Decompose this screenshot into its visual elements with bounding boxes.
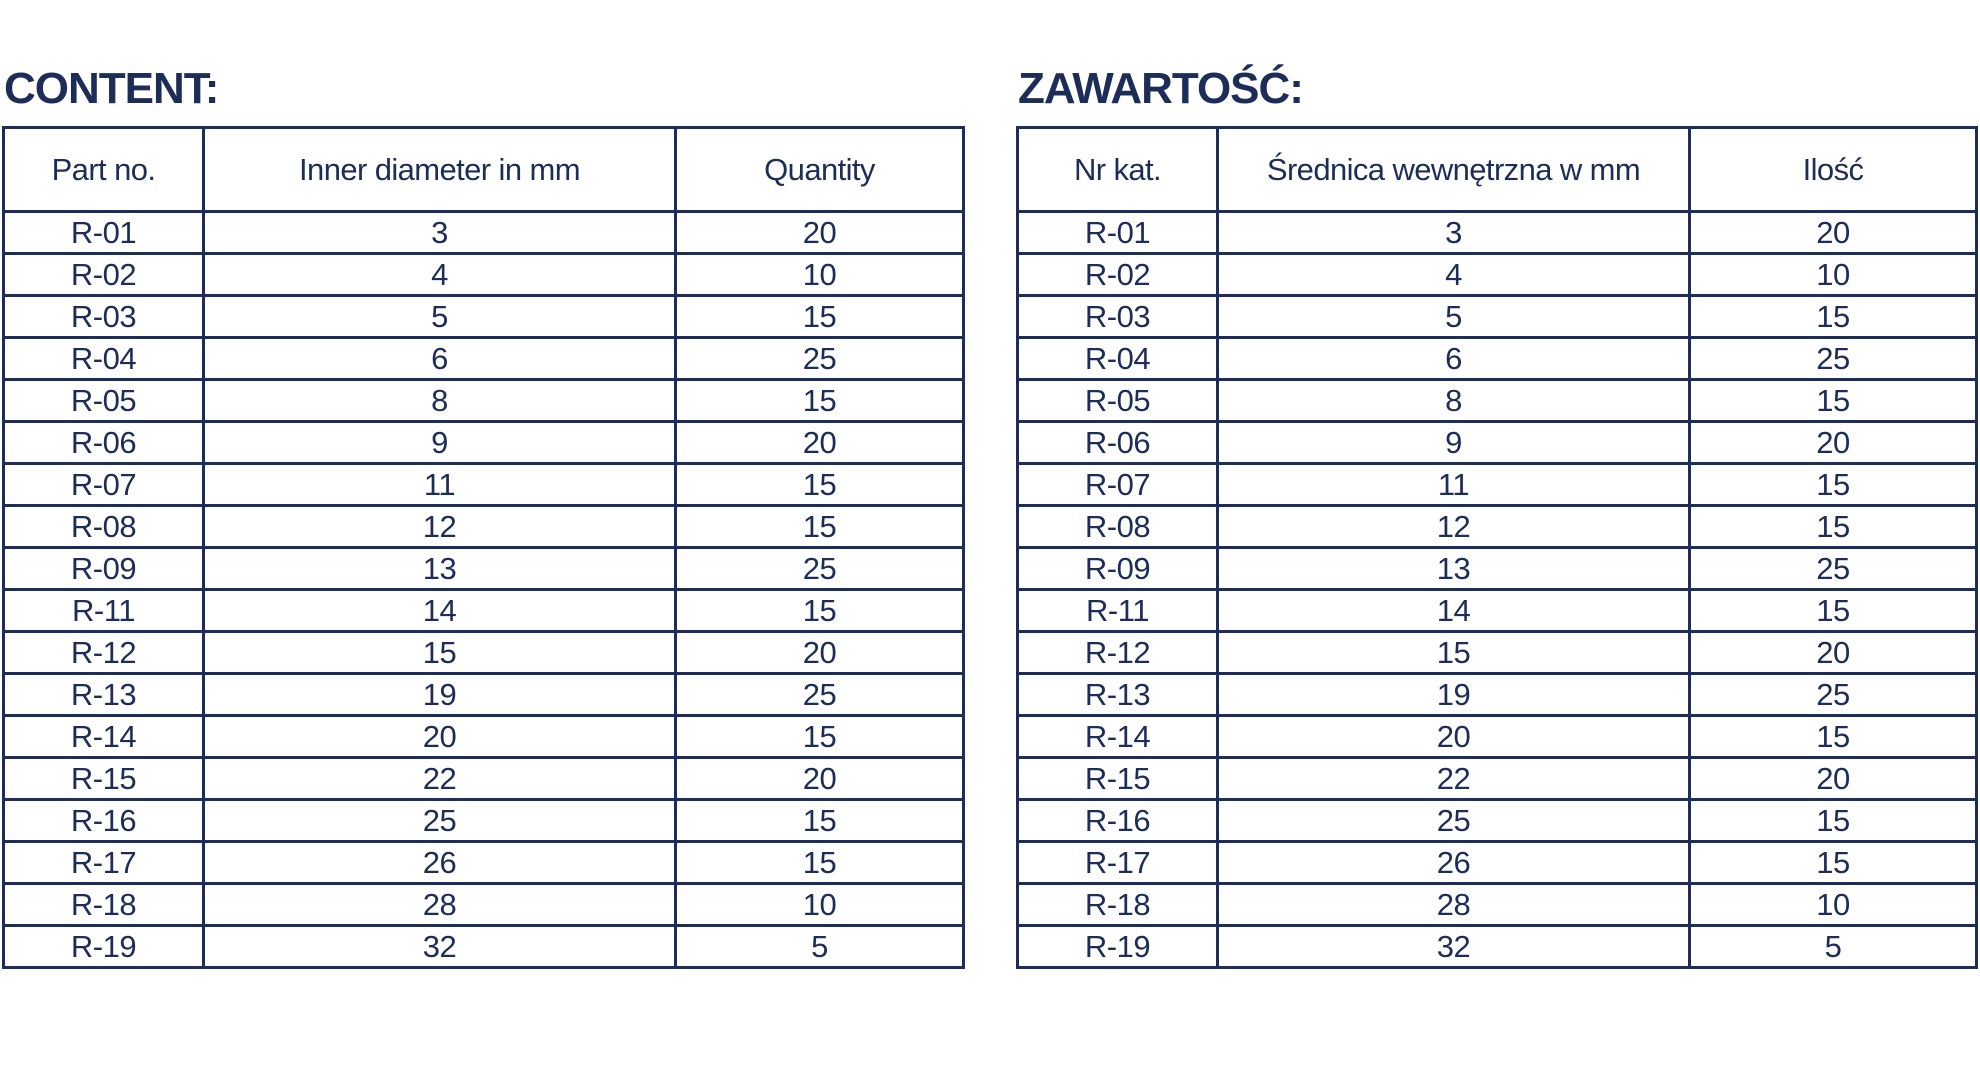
inner-diameter-cell: 32 [1218,926,1690,968]
quantity-cell: 15 [676,380,964,422]
content-table-english [2,126,965,969]
quantity-cell: 15 [676,842,964,884]
inner-diameter-cell: 3 [204,212,676,254]
quantity-cell: 15 [676,296,964,338]
part-no-cell: R-03 [4,296,204,338]
part-no-cell: R-19 [1018,926,1218,968]
table-row [4,716,964,758]
part-no-cell: R-11 [1018,590,1218,632]
inner-diameter-cell: 5 [1218,296,1690,338]
quantity-cell: 25 [1690,674,1977,716]
table-row [1018,758,1977,800]
table-row [4,380,964,422]
table-row [1018,296,1977,338]
table-row [1018,926,1977,968]
part-no-cell: R-11 [4,590,204,632]
quantity-cell: 15 [676,800,964,842]
table-row [1018,506,1977,548]
inner-diameter-cell: 4 [204,254,676,296]
part-no-cell: R-05 [1018,380,1218,422]
part-no-cell: R-01 [4,212,204,254]
quantity-cell: 25 [676,548,964,590]
inner-diameter-cell: 28 [204,884,676,926]
part-no-cell: R-16 [4,800,204,842]
inner-diameter-cell: 11 [1218,464,1690,506]
table-row [4,506,964,548]
inner-diameter-cell: 5 [204,296,676,338]
quantity-cell: 15 [1690,800,1977,842]
quantity-cell: 10 [676,254,964,296]
quantity-cell: 20 [676,422,964,464]
table-row [1018,842,1977,884]
quantity-cell: 20 [1690,212,1977,254]
inner-diameter-cell: 4 [1218,254,1690,296]
inner-diameter-header: Inner diameter in mm [204,128,676,212]
part-no-cell: R-14 [1018,716,1218,758]
inner-diameter-cell: 19 [204,674,676,716]
table-row [1018,380,1977,422]
inner-diameter-cell: 9 [204,422,676,464]
part-no-cell: R-09 [1018,548,1218,590]
part-no-cell: R-02 [1018,254,1218,296]
quantity-cell: 10 [1690,884,1977,926]
part-no-cell: R-02 [4,254,204,296]
inner-diameter-cell: 13 [1218,548,1690,590]
part-no-cell: R-18 [4,884,204,926]
inner-diameter-cell: 6 [204,338,676,380]
table-row [4,842,964,884]
table-row [4,422,964,464]
table-row [1018,800,1977,842]
part-no-cell: R-06 [1018,422,1218,464]
quantity-cell: 5 [1690,926,1977,968]
part-no-cell: R-17 [1018,842,1218,884]
quantity-cell: 20 [1690,632,1977,674]
inner-diameter-cell: 26 [1218,842,1690,884]
part-no-cell: R-14 [4,716,204,758]
table-row [4,926,964,968]
quantity-cell: 5 [676,926,964,968]
inner-diameter-cell: 6 [1218,338,1690,380]
table-row [4,254,964,296]
content-panel-english [2,52,965,969]
quantity-cell: 25 [676,338,964,380]
table-row [1018,254,1977,296]
table-row [1018,422,1977,464]
ilosc-header: Ilość [1690,128,1977,212]
table-row [4,884,964,926]
part-no-cell: R-15 [1018,758,1218,800]
quantity-cell: 15 [1690,464,1977,506]
inner-diameter-cell: 25 [204,800,676,842]
inner-diameter-cell: 14 [204,590,676,632]
part-no-cell: R-03 [1018,296,1218,338]
table-row [4,464,964,506]
table-row [1018,338,1977,380]
quantity-cell: 15 [1690,590,1977,632]
part-no-cell: R-13 [4,674,204,716]
inner-diameter-cell: 12 [204,506,676,548]
quantity-cell: 25 [1690,338,1977,380]
quantity-cell: 20 [1690,758,1977,800]
inner-diameter-cell: 11 [204,464,676,506]
quantity-cell: 10 [1690,254,1977,296]
table-row [4,296,964,338]
part-no-cell: R-05 [4,380,204,422]
inner-diameter-cell: 32 [204,926,676,968]
quantity-cell: 15 [676,716,964,758]
part-no-cell: R-04 [4,338,204,380]
part-no-cell: R-07 [1018,464,1218,506]
part-no-cell: R-01 [1018,212,1218,254]
part-no-cell: R-16 [1018,800,1218,842]
part-no-cell: R-04 [1018,338,1218,380]
table-row [1018,884,1977,926]
nr-kat-header: Nr kat. [1018,128,1218,212]
inner-diameter-cell: 8 [204,380,676,422]
inner-diameter-cell: 13 [204,548,676,590]
part-no-header: Part no. [4,128,204,212]
part-no-cell: R-15 [4,758,204,800]
quantity-cell: 25 [676,674,964,716]
inner-diameter-cell: 15 [204,632,676,674]
part-no-cell: R-08 [1018,506,1218,548]
inner-diameter-cell: 28 [1218,884,1690,926]
quantity-cell: 25 [1690,548,1977,590]
table-body [4,212,964,968]
quantity-cell: 15 [676,590,964,632]
table-row [4,548,964,590]
table-row [4,674,964,716]
srednica-header: Średnica wewnętrzna w mm [1218,128,1690,212]
part-no-cell: R-12 [4,632,204,674]
inner-diameter-cell: 15 [1218,632,1690,674]
part-no-cell: R-13 [1018,674,1218,716]
inner-diameter-cell: 22 [204,758,676,800]
table-row [1018,548,1977,590]
content-table-polish [1016,126,1978,969]
inner-diameter-cell: 14 [1218,590,1690,632]
table-body [1018,212,1977,968]
quantity-cell: 15 [1690,296,1977,338]
inner-diameter-cell: 3 [1218,212,1690,254]
inner-diameter-cell: 8 [1218,380,1690,422]
table-row [4,632,964,674]
part-no-cell: R-08 [4,506,204,548]
table-header-row [4,128,964,212]
part-no-cell: R-07 [4,464,204,506]
table-row [1018,716,1977,758]
part-no-cell: R-17 [4,842,204,884]
table-row [1018,212,1977,254]
quantity-cell: 15 [676,464,964,506]
table-row [4,800,964,842]
table-row [1018,464,1977,506]
inner-diameter-cell: 20 [204,716,676,758]
table-row [1018,590,1977,632]
part-no-cell: R-18 [1018,884,1218,926]
table-row [1018,674,1977,716]
quantity-cell: 15 [1690,716,1977,758]
content-heading: CONTENT: [4,64,219,113]
zawartosc-heading: ZAWARTOŚĆ: [1018,64,1303,113]
part-no-cell: R-09 [4,548,204,590]
inner-diameter-cell: 20 [1218,716,1690,758]
content-panel-polish [1016,52,1978,969]
inner-diameter-cell: 12 [1218,506,1690,548]
quantity-cell: 20 [676,212,964,254]
table-row [4,758,964,800]
table-row [4,212,964,254]
inner-diameter-cell: 25 [1218,800,1690,842]
inner-diameter-cell: 9 [1218,422,1690,464]
quantity-cell: 20 [1690,422,1977,464]
part-no-cell: R-06 [4,422,204,464]
quantity-cell: 15 [676,506,964,548]
table-header-row [1018,128,1977,212]
quantity-header: Quantity [676,128,964,212]
quantity-cell: 15 [1690,842,1977,884]
inner-diameter-cell: 19 [1218,674,1690,716]
quantity-cell: 10 [676,884,964,926]
quantity-cell: 15 [1690,380,1977,422]
quantity-cell: 20 [676,632,964,674]
part-no-cell: R-12 [1018,632,1218,674]
inner-diameter-cell: 26 [204,842,676,884]
quantity-cell: 20 [676,758,964,800]
table-row [4,338,964,380]
table-row [1018,632,1977,674]
quantity-cell: 15 [1690,506,1977,548]
table-row [4,590,964,632]
inner-diameter-cell: 22 [1218,758,1690,800]
part-no-cell: R-19 [4,926,204,968]
